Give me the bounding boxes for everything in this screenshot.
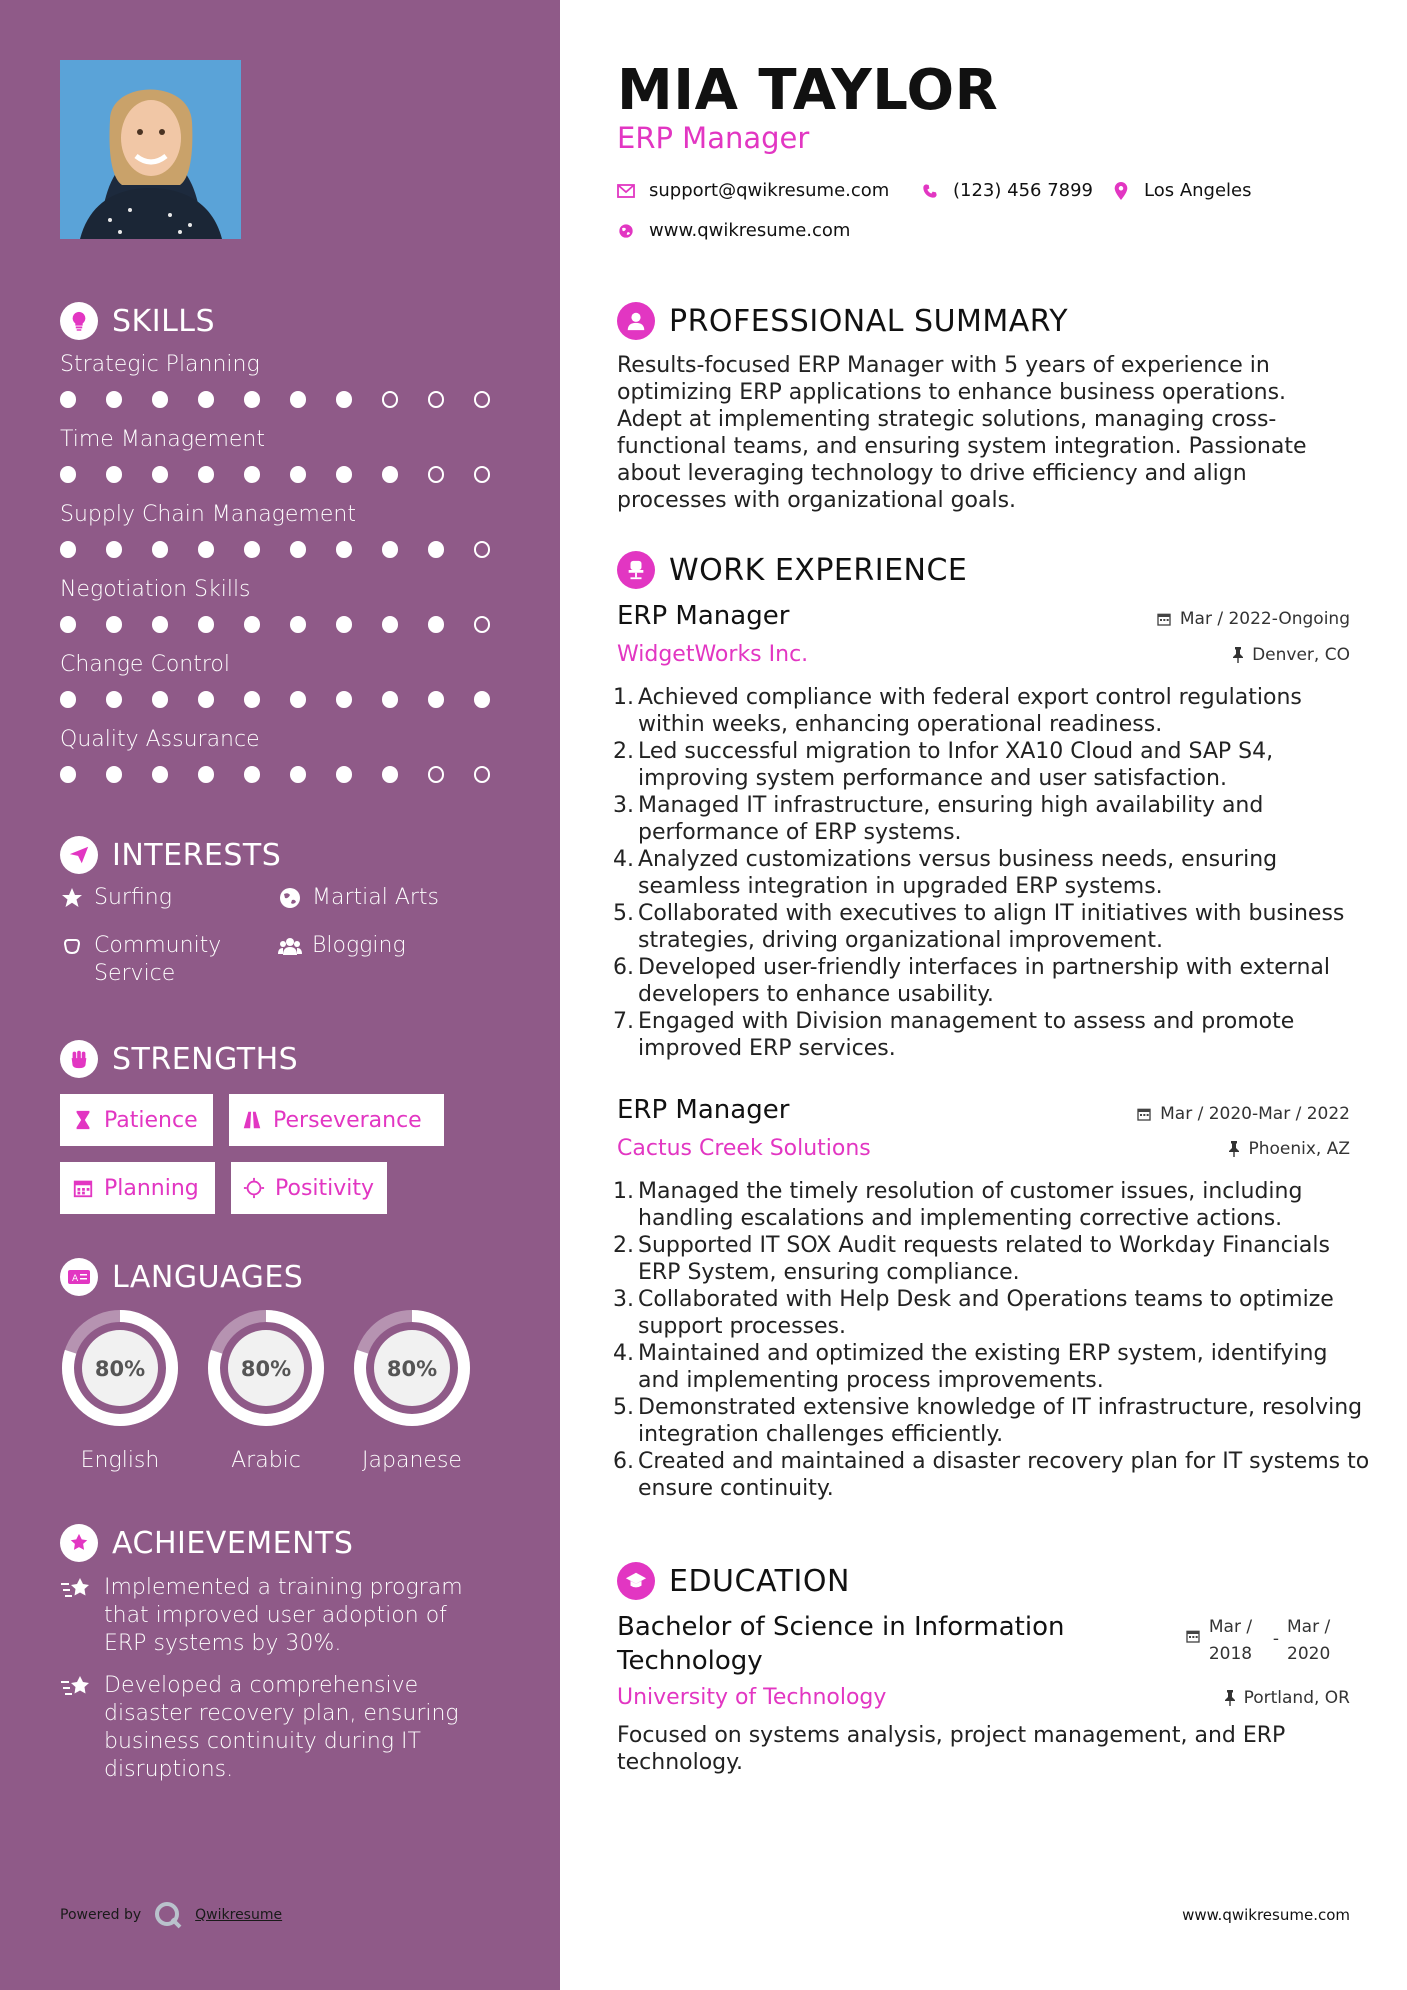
experience-title: WORK EXPERIENCE (669, 552, 968, 588)
bullet-text: Achieved compliance with federal export control regulations within weeks, enhancing operational readiness. (638, 685, 1302, 737)
bullet-text: Developed user-friendly interfaces in partnership with external developers to enhance usability. (638, 955, 1330, 1007)
bullet-text: Collaborated with executives to align IT initiatives with business strategies, driving organizational improvement. (638, 901, 1345, 953)
interest-item: Martial Arts (278, 884, 439, 912)
map-marker-icon (1112, 182, 1130, 200)
rating-dot (290, 466, 306, 483)
skill-name: Supply Chain Management (60, 502, 356, 527)
skill-rating (60, 691, 520, 708)
rating-dot (106, 766, 122, 783)
rating-dot (106, 691, 122, 708)
education-heading (617, 1562, 850, 1600)
job-title: ERP Manager (617, 601, 790, 631)
bullet-text: Created and maintained a disaster recovery plan for IT systems to ensure continuity. (638, 1449, 1370, 1501)
bullet-number: 4. (613, 1341, 634, 1366)
skill-rating (60, 541, 520, 558)
education-title: EDUCATION (669, 1563, 850, 1599)
rating-dot (428, 541, 444, 558)
interest-item: Surfing (60, 884, 172, 912)
skill-item (60, 502, 520, 558)
rating-dot (60, 616, 76, 633)
language-ring (350, 1306, 474, 1430)
language-percent: 80% (94, 1357, 146, 1381)
language-percent: 80% (240, 1357, 292, 1381)
globe-icon (278, 886, 302, 910)
svg-text:A: A (72, 1274, 79, 1284)
strengths-title: STRENGTHS (112, 1041, 299, 1077)
skill-name: Negotiation Skills (60, 577, 251, 602)
language-name: English (80, 1448, 160, 1473)
experience-heading (617, 551, 967, 589)
company-name: WidgetWorks Inc. (617, 642, 809, 667)
rating-dot (382, 766, 398, 783)
rating-dot (428, 691, 444, 708)
rating-dot (60, 691, 76, 708)
job-title: ERP Manager (617, 1095, 790, 1125)
bullet-item (612, 1394, 1372, 1448)
education-end-date: Mar / 2020 (1287, 1617, 1331, 1664)
bullet-text: Led successful migration to Infor XA10 Cloud and SAP S4, improving system performance and user satisfaction. (638, 739, 1274, 791)
summary-text: Results-focused ERP Manager with 5 years of experience in optimizing ERP applications to enhance business operations. Adept at implementing strategic solutions, managing cross-functional teams, and ensuring system integration. Passionate about leveraging technology to drive efficiency and align processes with organizational goals. (617, 353, 1307, 513)
rating-dot (60, 541, 76, 558)
rating-dot (474, 466, 490, 483)
rating-dot (106, 466, 122, 483)
phone-icon (921, 183, 939, 199)
paper-plane-icon (60, 836, 98, 874)
bullet-number: 6. (613, 1449, 634, 1474)
bullet-number: 4. (613, 847, 634, 872)
skill-item (60, 352, 520, 408)
rating-dot (428, 466, 444, 483)
education-date-separator: - (1272, 1629, 1279, 1649)
job-dates: Mar / 2022-Ongoing (1156, 609, 1350, 629)
language-ring (204, 1306, 328, 1430)
bullet-item (612, 684, 1372, 738)
interests-title: INTERESTS (112, 837, 282, 873)
bullet-number: 2. (613, 1233, 634, 1258)
bullet-item (612, 846, 1372, 900)
bullet-number: 3. (613, 793, 634, 818)
contact-location: Los Angeles (1112, 180, 1252, 201)
bullet-text: Supported IT SOX Audit requests related to Workday Financials ERP System, ensuring compliance. (638, 1233, 1330, 1285)
language-icon (60, 1258, 98, 1296)
main-content (560, 0, 1407, 1990)
rating-dot (290, 391, 306, 408)
rating-dot (244, 766, 260, 783)
bullet-item (612, 792, 1372, 846)
pin-icon (1228, 1141, 1240, 1157)
rating-dot (428, 766, 444, 783)
skill-item (60, 652, 520, 708)
skill-rating (60, 391, 520, 408)
interest-item: Blogging (278, 932, 406, 960)
skill-item (60, 727, 520, 783)
rating-dot (336, 466, 352, 483)
rating-dot (198, 616, 214, 633)
qwikresume-link[interactable]: Qwikresume (195, 1907, 283, 1923)
bullet-text: Collaborated with Help Desk and Operations teams to optimize support processes. (638, 1287, 1334, 1339)
rating-dot (336, 766, 352, 783)
skill-name: Change Control (60, 652, 230, 677)
education-dates (1185, 1614, 1343, 1668)
rating-dot (474, 766, 490, 783)
hand-icon (60, 934, 84, 958)
skill-rating (60, 766, 520, 783)
users-icon (278, 934, 302, 958)
rating-dot (106, 541, 122, 558)
skill-name: Time Management (60, 427, 265, 452)
education-location: Portland, OR (1224, 1688, 1350, 1708)
languages-title: LANGUAGES (112, 1259, 304, 1295)
rating-dot (382, 541, 398, 558)
bullet-item (612, 1232, 1372, 1286)
rating-dot (152, 466, 168, 483)
powered-by (60, 1900, 282, 1930)
rating-dot (244, 541, 260, 558)
strength-chip: Perseverance (229, 1094, 444, 1146)
calendar-icon (1185, 1628, 1201, 1644)
sun-icon (243, 1177, 265, 1199)
rating-dot (428, 616, 444, 633)
rating-dot (60, 466, 76, 483)
rating-dot (290, 691, 306, 708)
graduation-cap-icon (617, 1562, 655, 1600)
rating-dot (152, 616, 168, 633)
strengths-heading (60, 1040, 298, 1078)
star-icon (60, 886, 84, 910)
bullet-number: 3. (613, 1287, 634, 1312)
bullet-text: Analyzed customizations versus business needs, ensuring seamless integration in upgraded ERP systems. (638, 847, 1278, 899)
award-icon (60, 1524, 98, 1562)
rating-dot (290, 766, 306, 783)
bullet-text: Managed IT infrastructure, ensuring high availability and performance of ERP systems. (638, 793, 1264, 845)
bullet-text: Maintained and optimized the existing ERP system, identifying and implementing process improvements. (638, 1341, 1328, 1393)
stars-icon (60, 1576, 92, 1602)
fist-icon (60, 1040, 98, 1078)
rating-dot (198, 691, 214, 708)
rating-dot (382, 616, 398, 633)
rating-dot (198, 541, 214, 558)
bullet-item (612, 1286, 1372, 1340)
bullet-item (612, 1008, 1372, 1062)
job-bullets (612, 1178, 1372, 1502)
calendar-icon (1156, 611, 1172, 627)
language-item (58, 1306, 182, 1473)
strength-chip: Positivity (231, 1162, 387, 1214)
job-location: Phoenix, AZ (1228, 1139, 1350, 1159)
rating-dot (198, 466, 214, 483)
rating-dot (106, 391, 122, 408)
sidebar (0, 0, 560, 1990)
degree-title: Bachelor of Science in Information Technology (617, 1612, 1065, 1676)
road-icon (241, 1109, 263, 1131)
candidate-name: MIA TAYLOR (617, 58, 999, 123)
languages-heading (60, 1258, 303, 1296)
rating-dot (152, 391, 168, 408)
powered-by-label: Powered by (60, 1907, 142, 1923)
skill-item (60, 577, 520, 633)
bullet-number: 7. (613, 1009, 634, 1034)
qwikresume-logo-icon (153, 1900, 183, 1930)
footer-website[interactable]: www.qwikresume.com (1182, 1906, 1350, 1924)
language-item (204, 1306, 328, 1473)
rating-dot (244, 391, 260, 408)
strength-chip: Patience (60, 1094, 213, 1146)
calendar-icon (1136, 1106, 1152, 1122)
company-name: Cactus Creek Solutions (617, 1136, 871, 1161)
bullet-text: Managed the timely resolution of customer issues, including handling escalations and implementing corrective actions. (638, 1179, 1303, 1231)
bullet-number: 1. (613, 1179, 634, 1204)
rating-dot (152, 766, 168, 783)
rating-dot (428, 391, 444, 408)
contact-phone: (123) 456 7899 (921, 180, 1093, 201)
contact-website: www.qwikresume.com (617, 220, 850, 241)
rating-dot (336, 691, 352, 708)
skills-title: SKILLS (112, 303, 216, 339)
bullet-item (612, 1448, 1372, 1502)
bullet-item (612, 1340, 1372, 1394)
envelope-icon (617, 184, 635, 198)
achievement-item: Developed a comprehensive disaster recovery plan, ensuring business continuity during IT disruptions. (60, 1672, 490, 1784)
rating-dot (382, 691, 398, 708)
bullet-item (612, 954, 1372, 1008)
globe-icon (617, 223, 635, 239)
hourglass-icon (72, 1109, 94, 1131)
achievements-heading (60, 1524, 353, 1562)
bullet-item (612, 1178, 1372, 1232)
rating-dot (60, 391, 76, 408)
rating-dot (336, 541, 352, 558)
bullet-number: 5. (613, 901, 634, 926)
interests-heading (60, 836, 281, 874)
lightbulb-icon (60, 302, 98, 340)
profile-photo (60, 60, 241, 239)
bullet-text: Demonstrated extensive knowledge of IT infrastructure, resolving integration challenges efficiently. (638, 1395, 1363, 1447)
skill-name: Strategic Planning (60, 352, 260, 377)
interest-item: Community Service (60, 932, 260, 988)
rating-dot (290, 616, 306, 633)
stars-icon (60, 1674, 92, 1700)
rating-dot (198, 391, 214, 408)
rating-dot (244, 616, 260, 633)
summary-heading (617, 302, 1068, 340)
skill-item (60, 427, 520, 483)
pin-icon (1224, 1690, 1236, 1706)
job-location: Denver, CO (1232, 645, 1350, 665)
job-bullets (612, 684, 1372, 1062)
school-name: University of Technology (617, 1685, 887, 1710)
rating-dot (290, 541, 306, 558)
bullet-number: 2. (613, 739, 634, 764)
rating-dot (244, 691, 260, 708)
rating-dot (474, 691, 490, 708)
rating-dot (244, 466, 260, 483)
rating-dot (60, 766, 76, 783)
bullet-item (612, 900, 1372, 954)
rating-dot (336, 616, 352, 633)
bullet-number: 1. (613, 685, 634, 710)
rating-dot (198, 766, 214, 783)
language-name: Japanese (362, 1448, 462, 1473)
rating-dot (382, 466, 398, 483)
summary-title: PROFESSIONAL SUMMARY (669, 303, 1069, 339)
education-start-date: Mar / 2018 (1208, 1617, 1253, 1664)
achievement-item: Implemented a training program that improved user adoption of ERP systems by 30%. (60, 1574, 490, 1658)
language-percent: 80% (386, 1357, 438, 1381)
bullet-item (612, 738, 1372, 792)
rating-dot (474, 391, 490, 408)
language-ring (58, 1306, 182, 1430)
chair-icon (617, 551, 655, 589)
rating-dot (474, 541, 490, 558)
rating-dot (336, 391, 352, 408)
strength-chip: Planning (60, 1162, 215, 1214)
skill-rating (60, 616, 520, 633)
candidate-role: ERP Manager (617, 121, 810, 155)
calendar-icon (72, 1177, 94, 1199)
rating-dot (152, 541, 168, 558)
achievements-title: ACHIEVEMENTS (112, 1525, 354, 1561)
language-item (350, 1306, 474, 1473)
bullet-number: 5. (613, 1395, 634, 1420)
rating-dot (382, 391, 398, 408)
user-icon (617, 302, 655, 340)
skill-name: Quality Assurance (60, 727, 260, 752)
rating-dot (106, 616, 122, 633)
education-description: Focused on systems analysis, project management, and ERP technology. (617, 1723, 1286, 1775)
skills-heading (60, 302, 215, 340)
pin-icon (1232, 647, 1244, 663)
language-name: Arabic (231, 1448, 301, 1473)
skill-rating (60, 466, 520, 483)
job-dates: Mar / 2020-Mar / 2022 (1136, 1104, 1350, 1124)
contact-email: support@qwikresume.com (617, 180, 889, 201)
bullet-text: Engaged with Division management to assess and promote improved ERP services. (638, 1009, 1295, 1061)
rating-dot (474, 616, 490, 633)
rating-dot (152, 691, 168, 708)
bullet-number: 6. (613, 955, 634, 980)
